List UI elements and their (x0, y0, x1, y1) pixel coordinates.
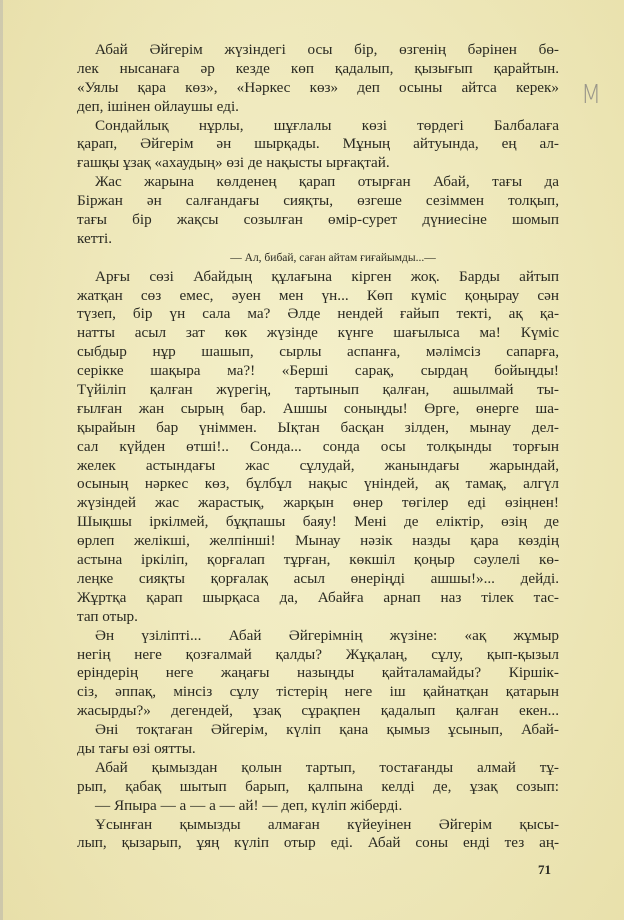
text-line: өрлеп желікші, желпінші! Мынау нәзік назды қара көздің (77, 532, 559, 550)
text-line: «Уялы қара көз», «Нәркес көз» деп осыны айтса керек» (77, 78, 559, 96)
text-line: еріндерің неге жаңағы назыңды қайталамайды? Кіршік- (77, 664, 559, 682)
text-line: желек астындағы жас сұлудай, жанындағы жарындай, (77, 456, 559, 474)
text-line: ғылған жан сырың бар. Ашшы соныңды! Өрге, өнерге ша- (77, 399, 559, 417)
text-line: жатқан сөз емес, әуен мен үн... Көп күміс қоңырау сән (77, 286, 559, 304)
text-line: — Япыра — а — а — ай! — деп, күліп жіберді. (95, 796, 403, 814)
text-line: қырайын бар үніммен. Ықтан басқан зілден, мынау дел- (77, 418, 559, 436)
text-line: жүзіндей жас жарастық, жарқын өнер төгілер еді өзіңнен! (77, 494, 559, 512)
text-line: ды тағы өзі оятты. (77, 739, 196, 757)
text-line: Арғы сөзі Абайдың құлағына кірген жоқ. Барды айтып (95, 267, 559, 285)
page-number: 71 (538, 862, 551, 877)
margin-pencil-mark: M (581, 80, 600, 110)
text-line: сіз, әппақ, мінсіз сұлу тістерің неге іш қайнатқан қатарын (77, 683, 559, 701)
text-line: түзеп, бір үн сала ма? Әлде нендей ғайып текті, ақ қа- (77, 305, 559, 323)
text-line: Ән үзіліпті... Абай Әйгерімнің жүзіне: «ақ жұмыр (95, 626, 559, 644)
text-line: серікке шақыра ма?! «Берші сарақ, сырдаң бойыңды! (77, 362, 559, 380)
text-line: Шықшы іркілмей, бұқпашы баяу! Мені де еліктір, өзің де (77, 513, 559, 531)
text-line: тап отыр. (77, 607, 138, 625)
text-line: сыбдыр нұр шашып, сырлы аспанға, мәлімсіз сапарға, (77, 343, 559, 361)
text-line: натты асыл зат көк жүзінде күнге шағылыса ма! Күміс (77, 324, 559, 342)
text-line: Жұртқа қарап шырқаса да, Абайға арнап наз тілек тас- (77, 588, 559, 606)
text-line: Біржан ән салғандағы сияқты, өзгеше сезіммен толқып, (77, 192, 559, 210)
body-text (77, 41, 559, 853)
text-line: деп, ішінен ойлаушы еді. (77, 97, 239, 115)
text-line: Ұсынған қымызды алмаған күйеуінен Әйгерім қысы- (95, 815, 559, 833)
text-line: ғашқы ұзақ «ахаудың» өзі де нақысты ырғақтай. (77, 154, 390, 172)
text-line: сал күйден өтші!.. Сонда... сонда осы толқынды торғын (77, 437, 559, 455)
text-line: кетті. (77, 229, 113, 247)
text-line: Абай Әйгерім жүзіндегі осы бір, өзгенің бәрінен бө- (95, 41, 559, 58)
text-line: Сондайлық нұрлы, шұғлалы көзі төрдегі Балбалаға (95, 116, 559, 134)
text-line: қарап, Әйгерім ән шырқады. Мұның айтуында, ең ал- (77, 135, 559, 153)
text-line: Әні тоқтаған Әйгерім, күліп қана қымыз ұсынып, Абай- (95, 721, 559, 739)
text-line: Жас жарына көлденең қарап отырған Абай, тағы да (95, 173, 559, 191)
text-line: Абай қымыздан қолын тартып, тостағанды алмай тұ- (95, 758, 559, 776)
text-line: Түйіліп қалған жүрегің, тартынып қалған, ашылмай ты- (77, 381, 559, 399)
text-line: осының нәркес көз, бұлбұл нақыс үніндей, ақ тамақ, алгүл (77, 475, 559, 493)
text-line: лек нысанаға әр кезде көп қадалып, қызығып қарайтын. (77, 59, 559, 77)
text-line: рып, қабақ шытып барып, қалпына келді де, ұзақ созып: (77, 777, 559, 795)
text-line: леңке сияқты қорғалақ асыл өнеріңді ашшы!»... дейді. (77, 569, 559, 587)
text-line: лып, қызарып, ұяң күліп отыр еді. Абай соны енді тез аң- (77, 834, 559, 852)
song-line: — Ал, бибай, саған айтам ғиғайымды...— (230, 251, 436, 264)
text-line: негің неге қозғалмай қалды? Жұқалаң, сұлу, қып-қызыл (77, 645, 559, 663)
text-line: тағы бір жақсы созылған өмір-сурет дүниесіне шомып (77, 211, 559, 229)
text-line: астына іркіліп, қорғалап тұрған, көкшіл қоңыр сәулелі кө- (77, 551, 559, 569)
text-line: жасырды?» дегендей, ұзақ сұрақпен қадалып қалған екен... (77, 702, 559, 720)
